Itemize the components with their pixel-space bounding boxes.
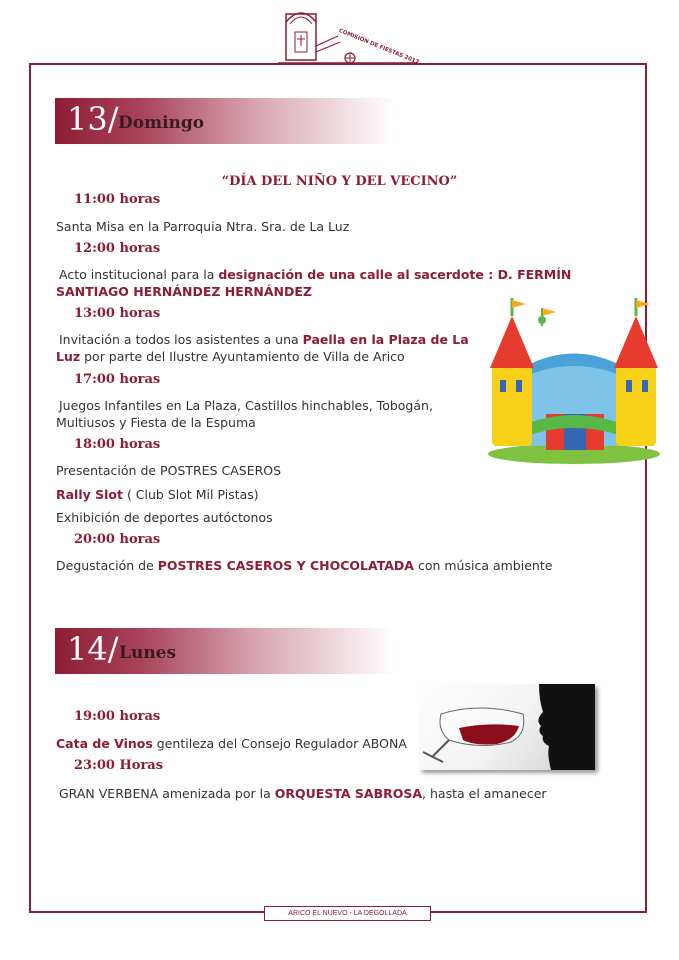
day-number: 13/: [67, 100, 119, 138]
event-time: 17:00 horas: [74, 372, 161, 387]
day-banner-14: [55, 628, 395, 674]
event-time: 12:00 horas: [74, 241, 161, 256]
event-text: Degustación de POSTRES CASEROS Y CHOCOLATADA con música ambiente: [56, 558, 553, 573]
event-text: Rally Slot ( Club Slot Mil Pistas): [56, 487, 259, 502]
event-text: Santa Misa en la Parroquia Ntra. Sra. de La Luz: [56, 219, 350, 234]
wine-glass-icon: [419, 684, 595, 770]
day-name: Domingo: [118, 113, 205, 133]
bouncy-castle-icon: [486, 296, 662, 466]
event-time: 13:00 horas: [74, 306, 161, 321]
event-time: 11:00 horas: [74, 192, 161, 207]
event-text: GRAN VERBENA amenizada por la ORQUESTA SABROSA, hasta el amanecer: [59, 786, 547, 801]
event-time: 20:00 horas: [74, 532, 161, 547]
event-text: Invitación a todos los asistentes a una Paella en la Plaza de La: [59, 332, 469, 347]
event-text: Acto institucional para la designación de una calle al sacerdote : D. FERMÍN: [59, 267, 572, 282]
footer-label: ARICO EL NUEVO - LA DEGOLLADA: [264, 906, 431, 921]
event-text: Cata de Vinos gentileza del Consejo Regulador ABONA: [56, 736, 407, 751]
event-text: Exhibición de deportes autóctonos: [56, 510, 273, 525]
day-banner-13: [55, 98, 395, 144]
event-time: 19:00 horas: [74, 709, 161, 724]
event-text: SANTIAGO HERNÁNDEZ HERNÁNDEZ: [56, 284, 312, 299]
event-time: 23:00 Horas: [74, 758, 164, 773]
day-title: “DÍA DEL NIÑO Y DEL VECINO”: [221, 174, 458, 189]
logo-text: COMISIÓN DE FIESTAS 2017: [337, 28, 420, 66]
event-time: 18:00 horas: [74, 437, 161, 452]
wine-tasting-image: [419, 684, 595, 770]
event-text: Presentación de POSTRES CASEROS: [56, 463, 282, 478]
event-text: Juegos Infantiles en La Plaza, Castillos hinchables, Tobogán,: [59, 398, 433, 413]
event-text: Luz por parte del Ilustre Ayuntamiento de Villa de Arico: [56, 349, 405, 364]
day-name: Lunes: [119, 643, 177, 663]
event-text: Multiusos y Fiesta de la Espuma: [56, 415, 256, 430]
day-number: 14/: [67, 630, 119, 668]
